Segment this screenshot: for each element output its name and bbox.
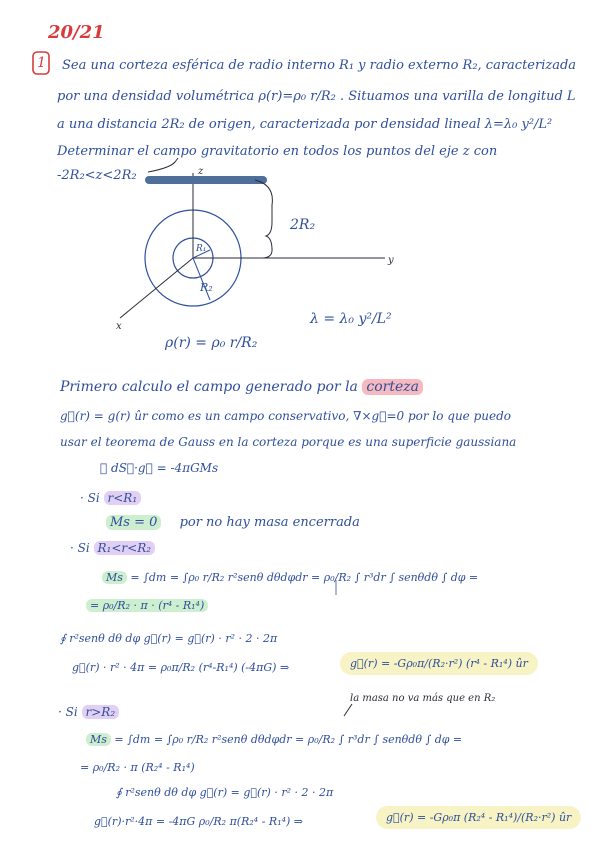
- rho-formula: ρ(r) = ρ₀ r/R₂: [165, 335, 258, 351]
- z-axis-label: z: [198, 166, 204, 177]
- case2-result: = ρ₀/R₂ · π · (r⁴ - R₁⁴): [86, 599, 208, 612]
- statement-line-5: -2R₂<z<2R₂: [57, 168, 137, 183]
- statement-line-3: a una distancia 2R₂ de origen, caracterizada por densidad lineal λ=λ₀ y²/L²: [57, 117, 553, 132]
- case3-result: = ρ₀/R₂ · π (R₂⁴ - R₁⁴): [80, 761, 195, 774]
- x-axis-label: x: [116, 321, 122, 332]
- note-arrow: [344, 704, 352, 716]
- lambda-formula: λ = λ₀ y²/L²: [310, 311, 392, 327]
- case2-heading: [70, 542, 155, 554]
- rod: [145, 176, 267, 184]
- case1-note: por no hay masa encerrada: [179, 515, 360, 530]
- statement-line-2: por una densidad volumétrica ρ(r)=ρ₀ r/R₂ . Situamos una varilla de longitud L: [57, 89, 576, 104]
- solution-intro-text: Primero calculo el campo generado por la: [60, 379, 358, 395]
- statement-line-1: Sea una corteza esférica de radio interno R₁ y radio externo R₂, caracterizada: [62, 58, 577, 73]
- x-axis: [120, 258, 193, 318]
- solution-intro: [60, 380, 423, 394]
- case1-ms: Ms = 0: [106, 515, 161, 530]
- case3-equation: g⃗(r)·r²·4π = -4πG ρ₀/R₂ π(R₂⁴ - R₁⁴) ⇒: [94, 815, 304, 828]
- case3-condition: r>R₂: [82, 705, 120, 719]
- case3-heading: [58, 706, 119, 718]
- distance-brace: [255, 180, 272, 258]
- solution-intro-highlight: corteza: [362, 379, 423, 395]
- case1-bullet: · Si: [80, 491, 100, 505]
- case1-condition: r<R₁: [104, 491, 142, 505]
- y-axis-label: y: [388, 255, 394, 266]
- statement-line-4: Determinar el campo gravitatorio en todos los puntos del eje z con: [57, 144, 498, 159]
- case3-final-result: g⃗(r) = -Gρ₀π (R₂⁴ - R₁⁴)/(R₂·r²) ûr: [376, 806, 581, 829]
- case3-integral: = ∫dm = ∫ρ₀ r/R₂ r²senθ dθdφdr = ρ₀/R₂ ∫ r³dr ∫ senθdθ ∫ dφ =: [114, 733, 463, 746]
- case2-final-result: g⃗(r) = -Gρ₀π/(R₂·r²) (r⁴ - R₁⁴) ûr: [340, 652, 538, 675]
- case2-integral: = ∫dm = ∫ρ₀ r/R₂ r²senθ dθdφdr = ρ₀/R₂ ∫ r³dr ∫ senθdθ ∫ dφ =: [130, 571, 479, 584]
- case2-flux: ∮ r²senθ dθ dφ g⃗(r) = g⃗(r) · r² · 2 · 2π: [60, 632, 278, 645]
- field-line: g⃗(r) = g(r) ûr como es un campo conservativo, ∇×g⃗=0 por lo que puedo: [60, 409, 512, 423]
- case2-ms: Ms: [102, 571, 127, 584]
- rod-label-pointer: [148, 158, 178, 172]
- gauss-line: usar el teorema de Gauss en la corteza porque es una superficie gaussiana: [60, 435, 517, 449]
- case1-line: [106, 516, 360, 529]
- case1-heading: [80, 492, 141, 504]
- case2-integral-line: [102, 572, 478, 583]
- case3-flux: ∮ r²senθ dθ dφ g⃗(r) = g⃗(r) · r² · 2 · 2π: [116, 786, 334, 799]
- case3-ms: Ms: [86, 733, 111, 746]
- case3-integral-line: [86, 734, 462, 745]
- distance-label: 2R₂: [290, 217, 316, 233]
- case3-note: la masa no va más que en R₂: [350, 693, 496, 704]
- gauss-formula: ∮ dS⃗·g⃗ = -4πGMs: [100, 461, 219, 475]
- case2-equation: g⃗(r) · r² · 4π = ρ₀π/R₂ (r⁴-R₁⁴) (-4πG) ⇒: [72, 661, 290, 674]
- case2-condition: R₁<r<R₂: [94, 541, 156, 555]
- year-label: 20/21: [48, 22, 105, 43]
- r2-label: R₂: [200, 281, 213, 294]
- r1-label: R₁: [196, 244, 207, 254]
- case3-bullet: · Si: [58, 705, 78, 719]
- case2-result-line: [86, 600, 208, 611]
- case2-bullet: · Si: [70, 541, 90, 555]
- problem-number: 1: [37, 55, 46, 71]
